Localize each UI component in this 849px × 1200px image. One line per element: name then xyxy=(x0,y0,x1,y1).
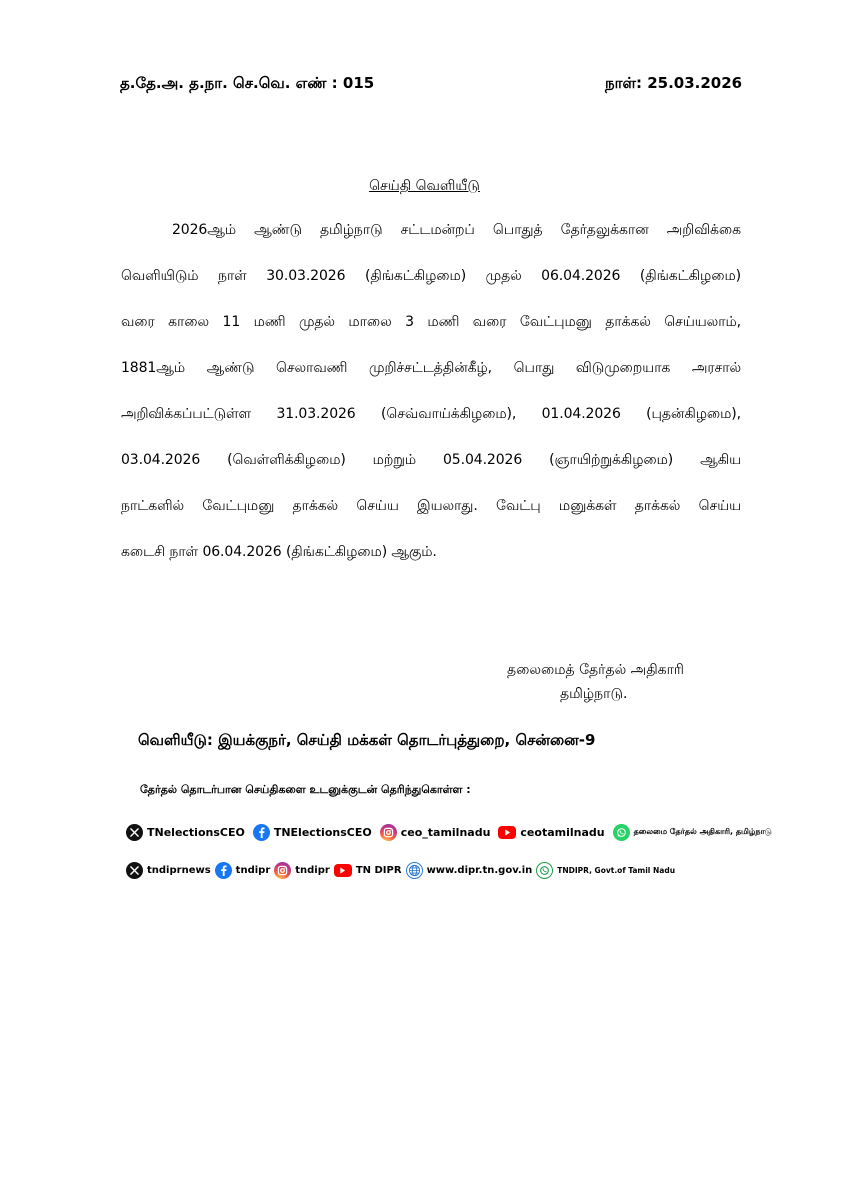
body-line: கடைசி நாள் 06.04.2026 (திங்கட்கிழமை) ஆகும். xyxy=(121,544,437,560)
whatsapp-icon xyxy=(613,824,630,841)
social-link-instagram-tndipr[interactable] xyxy=(274,862,330,879)
social-link-facebook-tndipr[interactable] xyxy=(215,862,271,879)
social-link-youtube-ceotamilnadu[interactable] xyxy=(498,826,604,839)
globe-icon xyxy=(406,862,423,879)
social-links-row-1 xyxy=(126,821,780,843)
social-handle: ceo_tamilnadu xyxy=(400,825,491,839)
youtube-icon xyxy=(498,826,516,839)
social-handle: TNDIPR, Govt.of Tamil Nadu xyxy=(557,865,676,875)
social-link-x-tndiprnews[interactable] xyxy=(126,862,211,879)
body-line: 1881ஆம் ஆண்டு செலாவணி முறிச்சட்டத்தின்கீழ், பொது விடுமுறையாக அரசால் xyxy=(121,360,741,376)
body-line: வெளியிடும் நாள் 30.03.2026 (திங்கட்கிழமை) முதல் 06.04.2026 (திங்கட்கிழமை) xyxy=(121,268,741,284)
social-link-youtube-tn-dipr[interactable] xyxy=(334,864,402,877)
body-line: 2026ஆம் ஆண்டு தமிழ்நாடு சட்டமன்றப் பொதுத் தேர்தலுக்கான அறிவிக்கை xyxy=(172,222,741,238)
social-handle: ceotamilnadu xyxy=(520,825,605,839)
facebook-icon xyxy=(253,824,270,841)
signatory-place: தமிழ்நாடு. xyxy=(560,686,628,702)
social-link-x-tnelectionsceo[interactable] xyxy=(126,824,245,841)
follow-instructions: தேர்தல் தொடர்பான செய்திகளை உடனுக்குடன் தெரிந்துகொள்ள : xyxy=(140,783,471,796)
social-link-instagram-ceo-tamilnadu[interactable] xyxy=(380,824,491,841)
website-link[interactable] xyxy=(406,862,533,879)
release-date: நாள்: 25.03.2026 xyxy=(605,74,743,92)
social-handle: TNelectionsCEO xyxy=(147,825,245,839)
social-handle: TN DIPR xyxy=(355,864,402,876)
reference-number: த.தே.அ. த.நா. செ.வெ. எண் : 015 xyxy=(120,74,375,92)
social-handle: tndipr xyxy=(295,864,330,876)
youtube-icon xyxy=(334,864,352,877)
whatsapp-icon xyxy=(536,862,553,879)
social-link-whatsapp-tndipr[interactable] xyxy=(536,862,675,879)
body-line: வரை காலை 11 மணி முதல் மாலை 3 மணி வரை வேட்புமனு தாக்கல் செய்யலாம், xyxy=(121,314,741,330)
release-by-line: வெளியீடு: இயக்குநர், செய்தி மக்கள் தொடர்புத்துறை, சென்னை-9 xyxy=(138,731,596,749)
document-title: செய்தி வெளியீடு xyxy=(369,178,480,194)
body-line: நாட்களில் வேட்புமனு தாக்கல் செய்ய இயலாது. வேட்பு மனுக்கள் தாக்கல் செய்ய xyxy=(121,498,741,514)
social-link-whatsapp-ceo-tamilnadu[interactable] xyxy=(613,824,772,841)
facebook-icon xyxy=(215,862,232,879)
instagram-icon xyxy=(380,824,397,841)
body-line: 03.04.2026 (வெள்ளிக்கிழமை) மற்றும் 05.04.2026 (ஞாயிற்றுக்கிழமை) ஆகிய xyxy=(121,452,741,468)
social-handle: TNElectionsCEO xyxy=(273,825,372,839)
social-link-facebook-tnelectionsceo[interactable] xyxy=(253,824,372,841)
social-handle: tndipr xyxy=(235,864,271,876)
signatory-designation: தலைமைத் தேர்தல் அதிகாரி xyxy=(507,662,685,678)
social-links-row-2 xyxy=(126,859,679,881)
social-handle: tndiprnews xyxy=(147,864,211,876)
x-icon xyxy=(126,824,143,841)
x-icon xyxy=(126,862,143,879)
social-handle: தலைமை தேர்தல் அதிகாரி, தமிழ்நாடு xyxy=(633,827,772,836)
website-url: www.dipr.tn.gov.in xyxy=(426,864,533,876)
body-line: அறிவிக்கப்பட்டுள்ள 31.03.2026 (செவ்வாய்க்கிழமை), 01.04.2026 (புதன்கிழமை), xyxy=(121,406,741,422)
instagram-icon xyxy=(274,862,291,879)
